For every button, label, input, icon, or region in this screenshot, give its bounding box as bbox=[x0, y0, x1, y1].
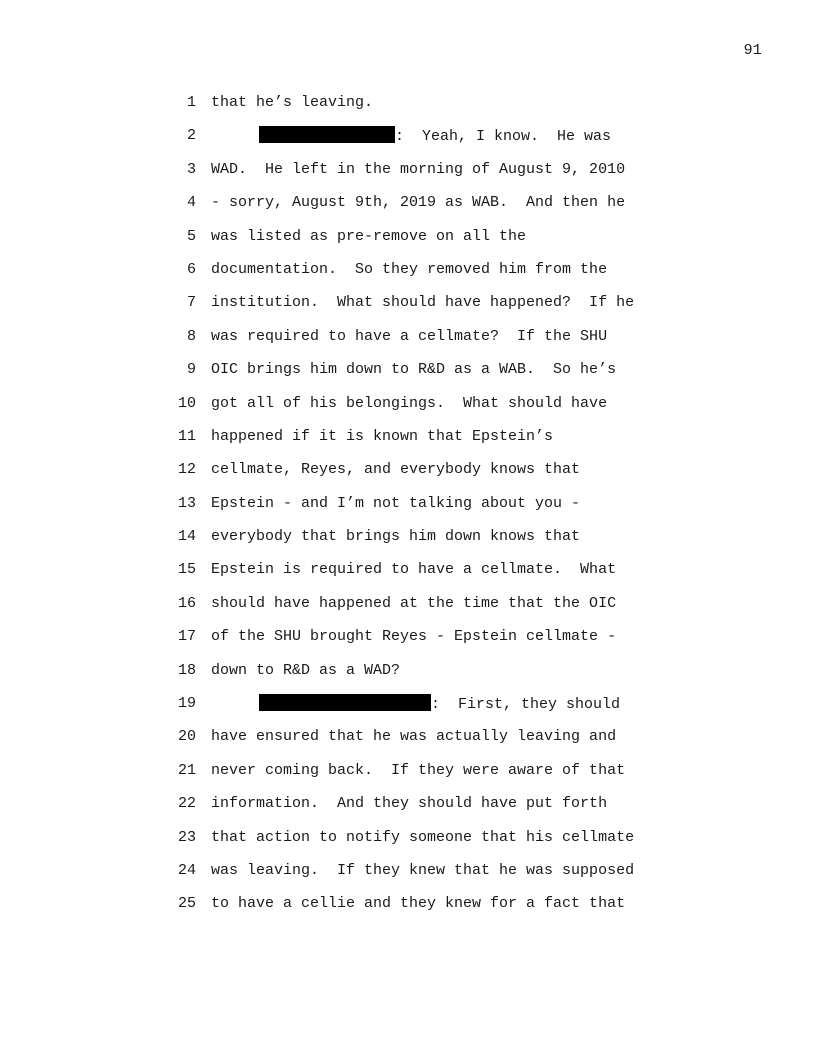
transcript-line bbox=[0, 193, 816, 226]
line-number: 9 bbox=[186, 361, 196, 379]
line-number: 16 bbox=[177, 594, 196, 612]
line-text: was required to have a cellmate? If the SHU bbox=[211, 327, 608, 345]
line-number: 1 bbox=[186, 94, 196, 111]
transcript-line bbox=[0, 227, 816, 260]
line-text: have ensured that he was actually leaving and bbox=[211, 728, 617, 746]
line-text: was listed as pre-remove on all the bbox=[211, 227, 527, 245]
line-number: 18 bbox=[177, 661, 196, 679]
line-text: : Yeah, I know. He was bbox=[395, 128, 612, 146]
line-text: never coming back. If they were aware of that bbox=[211, 761, 626, 779]
transcript-line bbox=[0, 394, 816, 427]
line-number: 8 bbox=[186, 327, 196, 345]
line-text: got all of his belongings. What should have bbox=[211, 394, 608, 412]
line-number: 13 bbox=[177, 494, 196, 512]
line-number: 15 bbox=[177, 561, 196, 579]
redacted-speaker-name bbox=[259, 694, 431, 711]
transcript-line bbox=[0, 327, 816, 360]
transcript-line bbox=[0, 293, 816, 326]
line-text: documentation. So they removed him from the bbox=[211, 260, 608, 278]
line-number: 6 bbox=[186, 260, 196, 278]
transcript-line bbox=[0, 694, 816, 727]
line-text: WAD. He left in the morning of August 9, 2010 bbox=[211, 160, 626, 178]
transcript-line bbox=[0, 627, 816, 660]
line-number: 23 bbox=[177, 828, 196, 846]
transcript-line bbox=[0, 727, 816, 760]
redacted-speaker-name bbox=[259, 126, 395, 143]
transcript-line bbox=[0, 560, 816, 593]
line-number: 5 bbox=[186, 227, 196, 245]
line-text: of the SHU brought Reyes - Epstein cellmate - bbox=[211, 628, 617, 646]
transcript-line bbox=[0, 460, 816, 493]
line-text: : First, they should bbox=[431, 696, 621, 714]
transcript-line bbox=[0, 427, 816, 460]
transcript-body bbox=[0, 93, 816, 928]
line-text: Epstein - and I’m not talking about you - bbox=[211, 494, 581, 512]
line-number: 3 bbox=[186, 160, 196, 178]
transcript-line bbox=[0, 160, 816, 193]
line-number: 4 bbox=[186, 194, 196, 212]
transcript-line bbox=[0, 828, 816, 861]
line-text: Epstein is required to have a cellmate. What bbox=[211, 561, 617, 579]
line-number: 2 bbox=[186, 127, 196, 145]
transcript-line bbox=[0, 794, 816, 827]
line-number: 17 bbox=[177, 628, 196, 646]
transcript-line bbox=[0, 594, 816, 627]
transcript-line bbox=[0, 761, 816, 794]
speaker-line-text bbox=[259, 126, 611, 147]
transcript-line bbox=[0, 93, 816, 126]
line-number: 7 bbox=[186, 294, 196, 312]
speaker-line-text bbox=[259, 694, 620, 715]
line-number: 19 bbox=[177, 695, 196, 713]
line-number: 20 bbox=[177, 728, 196, 746]
line-number: 21 bbox=[177, 761, 196, 779]
line-text: to have a cellie and they knew for a fact that bbox=[211, 895, 626, 913]
page-number: 91 bbox=[743, 42, 762, 59]
transcript-line bbox=[0, 260, 816, 293]
line-number: 11 bbox=[177, 427, 196, 445]
line-text: OIC brings him down to R&D as a WAB. So he’s bbox=[211, 361, 617, 379]
transcript-line bbox=[0, 494, 816, 527]
line-number: 24 bbox=[177, 861, 196, 879]
line-number: 22 bbox=[177, 795, 196, 813]
line-text: that action to notify someone that his cellmate bbox=[211, 828, 635, 846]
line-number: 10 bbox=[177, 394, 196, 412]
transcript-line bbox=[0, 527, 816, 560]
line-number: 12 bbox=[177, 461, 196, 479]
line-text: down to R&D as a WAD? bbox=[211, 661, 401, 679]
line-text: information. And they should have put forth bbox=[211, 795, 608, 813]
line-text: that he’s leaving. bbox=[211, 94, 374, 111]
line-text: should have happened at the time that the OIC bbox=[211, 594, 617, 612]
line-text: - sorry, August 9th, 2019 as WAB. And then he bbox=[211, 194, 626, 212]
transcript-line bbox=[0, 360, 816, 393]
line-text: everybody that brings him down knows that bbox=[211, 528, 581, 546]
line-number: 25 bbox=[177, 895, 196, 913]
line-text: institution. What should have happened? If he bbox=[211, 294, 635, 312]
transcript-line bbox=[0, 126, 816, 159]
line-text: cellmate, Reyes, and everybody knows that bbox=[211, 461, 581, 479]
transcript-line bbox=[0, 661, 816, 694]
transcript-line bbox=[0, 861, 816, 894]
line-text: happened if it is known that Epstein’s bbox=[211, 427, 554, 445]
line-text: was leaving. If they knew that he was supposed bbox=[211, 861, 635, 879]
transcript-line bbox=[0, 894, 816, 927]
line-number: 14 bbox=[177, 528, 196, 546]
